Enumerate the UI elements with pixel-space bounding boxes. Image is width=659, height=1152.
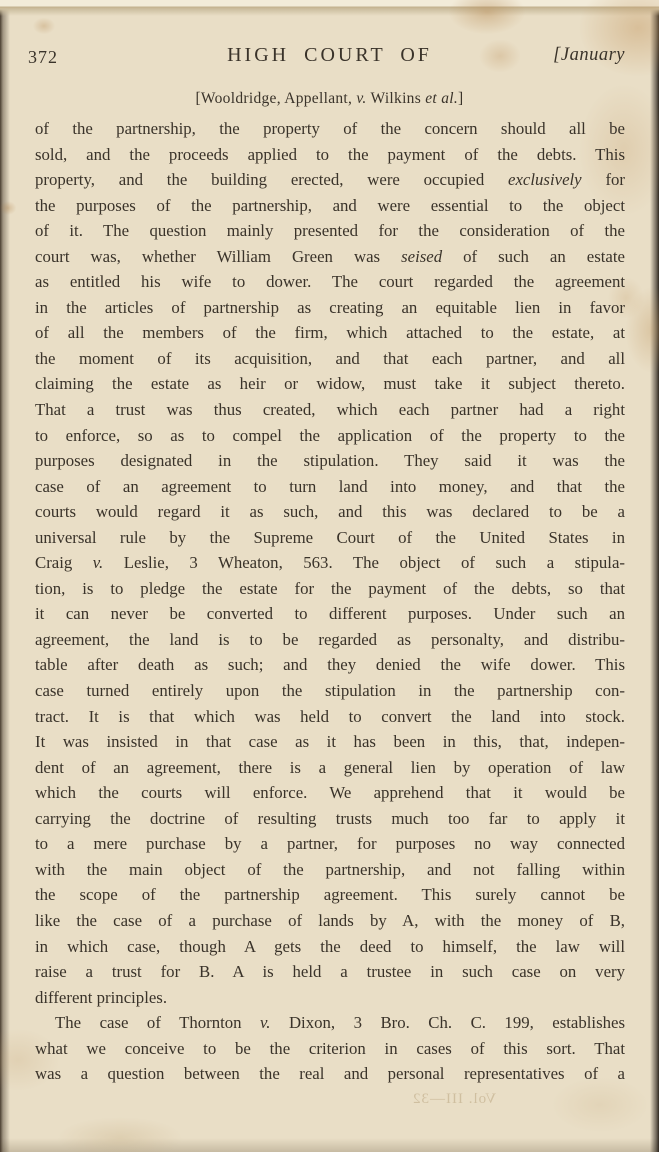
text-line: carrying the doctrine of resulting trusts much too far to apply it [35, 808, 625, 828]
text-line: to enforce, so as to compel the application of the property to the [35, 425, 625, 445]
text-line: like the case of a purchase of lands by A, with the money of B, [35, 910, 625, 930]
text-line: table after death as such; and they denied the wife dower. This [35, 655, 625, 675]
page-number: 372 [28, 47, 58, 67]
text-line: claiming the estate as heir or widow, must take it subject thereto. [35, 374, 625, 394]
text-line: dent of an agreement, there is a general lien by operation of law [35, 757, 625, 777]
text-line: with the main object of the partnership, and not falling within [35, 859, 625, 879]
text-line: was a question between the real and personal representatives of a [35, 1064, 625, 1084]
text-line: property, and the building erected, were occupied exclusively for [35, 170, 626, 190]
text-line: the scope of the partnership agreement. This surely cannot be [35, 885, 625, 905]
text-line: agreement, the land is to be regarded as personalty, and distribu- [35, 629, 625, 649]
text-line: in the articles of partnership as creating an equitable lien in favor [35, 297, 625, 317]
month-header: [January [553, 45, 625, 65]
text-line: That a trust was thus created, which each partner had a right [35, 400, 625, 420]
text-line: which the courts will enforce. We apprehend that it would be [35, 783, 625, 803]
text-line: sold, and the proceeds applied to the payment of the debts. This [35, 144, 625, 164]
text-line: courts would regard it as such, and this was declared to be a [35, 502, 625, 522]
text-line: different principles. [35, 987, 168, 1007]
text-line: what we conceive to be the criterion in cases of this sort. That [35, 1038, 625, 1058]
body-text [35, 116, 625, 1087]
case-caption: [Wooldridge, Appellant, v. Wilkins et al.] [195, 90, 464, 107]
text-line: The case of Thornton v. Dixon, 3 Bro. Ch. C. 199, establishes [55, 1013, 625, 1033]
text-line: universal rule by the Supreme Court of the United States in [35, 527, 625, 547]
text-line: of the partnership, the property of the concern should all be [35, 119, 625, 138]
text-line: tract. It is that which was held to convert the land into stock. [35, 706, 625, 726]
text-line: as entitled his wife to dower. The court regarded the agreement [35, 272, 625, 292]
text-line: it can never be converted to different purposes. Under such an [35, 604, 625, 624]
text-line: case of an agreement to turn land into money, and that the [35, 476, 625, 496]
running-title: HIGH COURT OF [227, 44, 432, 66]
text-line: Craig v. Leslie, 3 Wheaton, 563. The object of such a stipula- [35, 553, 625, 573]
text-line: purposes designated in the stipulation. They said it was the [35, 451, 625, 471]
text-line: case turned entirely upon the stipulation in the partnership con- [35, 681, 625, 701]
text-line: the moment of its acquisition, and that each partner, and all [35, 348, 625, 368]
bleedthrough-text: Vol. III—32 [412, 1091, 497, 1107]
text-line: the purposes of the partnership, and were essential to the object [35, 195, 625, 215]
text-line: court was, whether William Green was seised of such an estate [35, 246, 625, 266]
text-line: in which case, though A gets the deed to himself, the law will [35, 936, 625, 956]
text-line: of it. The question mainly presented for the consideration of the [35, 221, 625, 241]
text-line: It was insisted in that case as it has been in this, that, indepen- [35, 732, 625, 752]
text-line: of all the members of the firm, which attached to the estate, at [35, 323, 625, 343]
text-line: tion, is to pledge the estate for the payment of the debts, so that [35, 578, 625, 598]
text-line: to a mere purchase by a partner, for purposes no way connected [35, 834, 625, 854]
text-line: raise a trust for B. A is held a trustee in such case on very [35, 962, 625, 982]
